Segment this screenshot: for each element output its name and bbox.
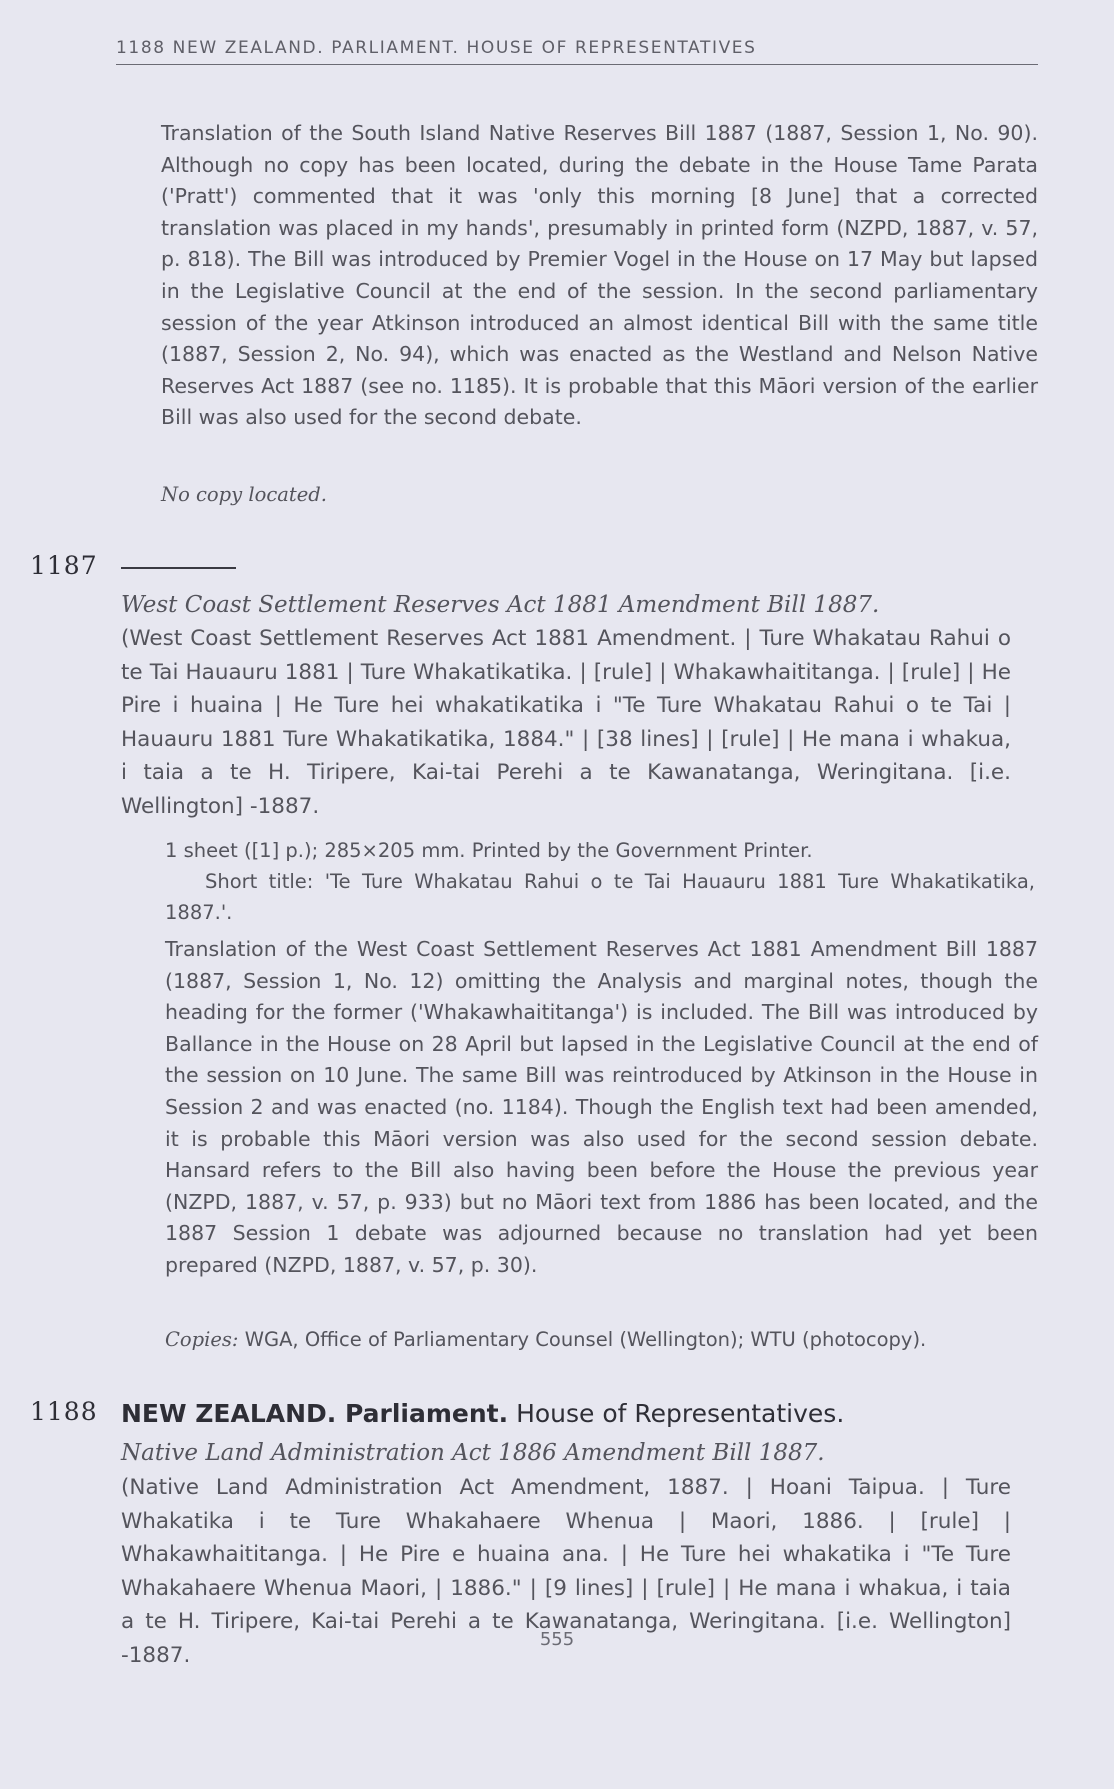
entry-1187-title: West Coast Settlement Reserves Act 1881 Amendment Bill 1887. xyxy=(121,592,880,618)
heading-rest: House of Representatives. xyxy=(516,1399,845,1428)
copies-text: WGA, Office of Parliamentary Counsel (Wellington); WTU (photocopy). xyxy=(244,1328,927,1351)
entry-1188-heading xyxy=(121,1397,1041,1431)
intro-note: Translation of the South Island Native Reserves Bill 1887 (1887, Session 1, No. 90). Although no copy has been located, during the debate in the House Tame Parata ('Pratt') commented that it was 'only this morning [8 June] that a corrected translation was placed in my hands', presumably in printed form (NZPD, 1887, v. 57, p. 818). The Bill was introduced by Premier Vogel in the House on 17 May but lapsed in the Legislative Council at the end of the session. In the second parliamentary session of the year Atkinson introduced an almost identical Bill with the same title (1887, Session 2, No. 94), which was enacted as the Westland and Nelson Native Reserves Act 1887 (see no. 1185). It is probable that this Māori version of the earlier Bill was also used for the second debate. xyxy=(161,121,1038,430)
copies-label: Copies: xyxy=(165,1328,239,1351)
entry-number-1188: 1188 xyxy=(30,1397,98,1426)
entry-1187-physical: 1 sheet ([1] p.); 285×205 mm. Printed by the Government Printer. xyxy=(165,839,813,862)
entry-number-1187: 1187 xyxy=(30,551,98,580)
running-header: 1188 NEW ZEALAND. PARLIAMENT. HOUSE OF REPRESENTATIVES xyxy=(116,38,1038,65)
author-dash xyxy=(121,567,236,569)
entry-1188-transcription: (Native Land Administration Act Amendment, 1887. | Hoani Taipua. | Ture Whakatika i te Ture Whakahaere Whenua | Maori, 1886. | [rule] | Whakawhaititanga. | He Pire e huaina ana. | He Ture hei whakatika i "Te Ture Whakahaere Whenua Maori, | 1886." | [9 lines] | [rule] | He mana i whakua, i taia a te H. Tiripere, Kai-tai Perehi a te Kawanatanga, Weringitana. [i.e. Wellington] -1887. xyxy=(121,1475,1011,1668)
entry-1187-transcription: (West Coast Settlement Reserves Act 1881 Amendment. | Ture Whakatau Rahui o te Tai Hauauru 1881 | Ture Whakatikatika. | [rule] | Whakawhaititanga. | [rule] | He Pire i huaina | He Ture hei whakatikatika i "Te Ture Whakatau Rahui o te Tai | Hauauru 1881 Ture Whakatikatika, 1884." | [38 lines] | [rule] | He mana i whakua, i taia a te H. Tiripere, Kai-tai Perehi a te Kawanatanga, Weringitana. [i.e. Wellington] -1887. xyxy=(121,626,1011,819)
heading-bold: NEW ZEALAND. Parliament. xyxy=(121,1399,509,1428)
entry-1187-copies xyxy=(165,1324,1045,1355)
page-number: 555 xyxy=(539,1629,575,1650)
intro-copy-status: No copy located. xyxy=(161,483,327,506)
entry-1188-title: Native Land Administration Act 1886 Amendment Bill 1887. xyxy=(121,1440,825,1466)
entry-1187-short-title: Short title: 'Te Ture Whakatau Rahui o te Tai Hauauru 1881 Ture Whakatikatika, 1887.'. xyxy=(165,870,1035,924)
entry-1187-note: Translation of the West Coast Settlement Reserves Act 1881 Amendment Bill 1887 (1887, Session 1, No. 12) omitting the Analysis and marginal notes, though the heading for the former ('Whakawhaititanga') is included. The Bill was introduced by Ballance in the House on 28 April but lapsed in the Legislative Council at the end of the session on 10 June. The same Bill was reintroduced by Atkinson in the House in Session 2 and was enacted (no. 1184). Though the English text had been amended, it is probable this Māori version was also used for the second session debate. Hansard refers to the Bill also having been before the House the previous year (NZPD, 1887, v. 57, p. 933) but no Māori text from 1886 has been located, and the 1887 Session 1 debate was adjourned because no translation had yet been prepared (NZPD, 1887, v. 57, p. 30). xyxy=(165,937,1038,1277)
